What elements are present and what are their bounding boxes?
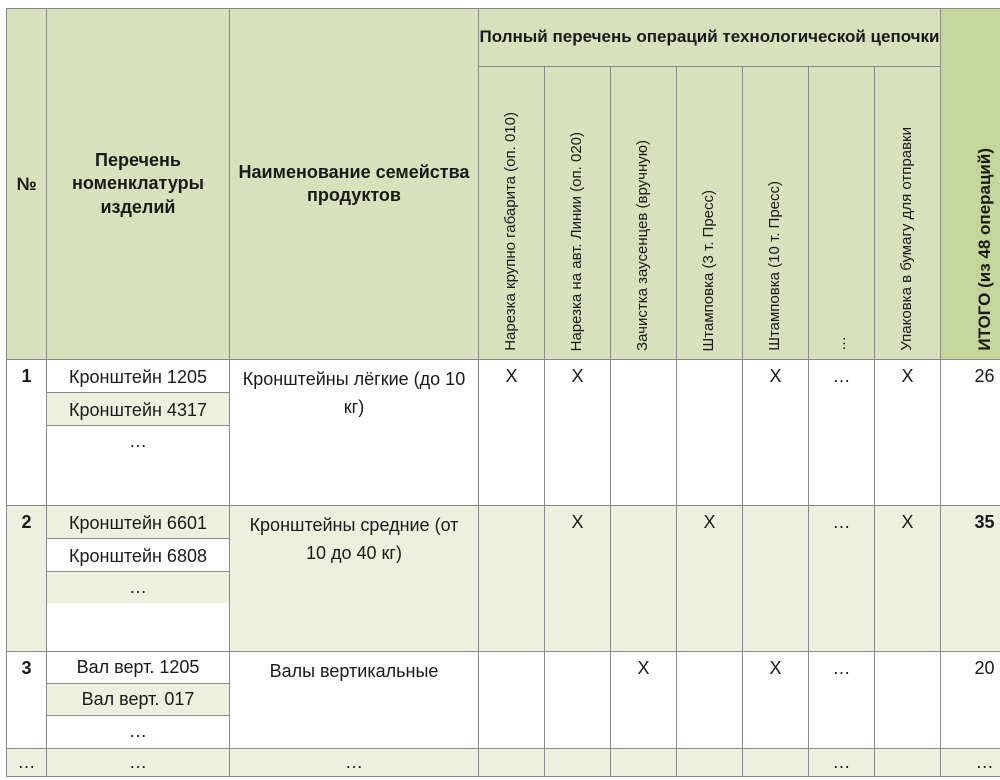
header-family: Наименование семейства продуктов (230, 9, 479, 360)
row-number: 3 (7, 652, 47, 749)
op-mark (611, 506, 677, 652)
row-family: Кронштейны средние (от 10 до 40 кг) (230, 506, 479, 652)
op-mark: X (875, 360, 941, 506)
row-number: … (7, 748, 47, 776)
list-item: Вал верт. 017 (47, 684, 229, 716)
row-total: 35 (941, 506, 1000, 652)
row-items (47, 506, 230, 652)
op-mark (875, 748, 941, 776)
op-mark (743, 506, 809, 652)
row-total: 20 (941, 652, 1000, 749)
op-mark: … (809, 748, 875, 776)
table-row (7, 360, 1000, 506)
header-op-5: Штамповка (10 т. Пресс) (743, 67, 809, 360)
row-family: Кронштейны лёгкие (до 10 кг) (230, 360, 479, 506)
op-mark (611, 748, 677, 776)
row-family: … (230, 748, 479, 776)
op-mark: … (809, 360, 875, 506)
row-number: 1 (7, 360, 47, 506)
op-mark: X (677, 506, 743, 652)
header-op-7: Упаковка в бумагу для отправки (875, 67, 941, 360)
op-mark: X (611, 652, 677, 749)
op-mark: X (743, 360, 809, 506)
op-mark: X (479, 360, 545, 506)
op-mark: … (809, 506, 875, 652)
op-mark (677, 360, 743, 506)
header-op-6: … (809, 67, 875, 360)
header-op-1: Нарезка крупно габарита (оп. 010) (479, 67, 545, 360)
header-num: № (7, 9, 47, 360)
op-mark (677, 748, 743, 776)
table-row (7, 652, 1000, 749)
row-total: … (941, 748, 1000, 776)
header-op-3: Зачистка заусенцев (вручную) (611, 67, 677, 360)
list-item: Кронштейн 1205 (47, 360, 229, 393)
op-mark (743, 748, 809, 776)
op-mark (545, 748, 611, 776)
op-mark: X (743, 652, 809, 749)
header-op-4: Штамповка (3 т. Пресс) (677, 67, 743, 360)
op-mark (611, 360, 677, 506)
op-mark (875, 652, 941, 749)
op-mark (545, 652, 611, 749)
op-mark: … (809, 652, 875, 749)
list-item: Кронштейн 6601 (47, 506, 229, 539)
op-mark (479, 652, 545, 749)
list-item: Кронштейн 6808 (47, 539, 229, 572)
op-mark: X (545, 506, 611, 652)
header-items: Перечень номенклатуры изделий (47, 9, 230, 360)
operations-matrix (6, 8, 994, 777)
op-mark (677, 652, 743, 749)
header-op-2: Нарезка на авт. Линии (оп. 020) (545, 67, 611, 360)
row-total: 26 (941, 360, 1000, 506)
table-row (7, 506, 1000, 652)
list-item: … (47, 572, 229, 603)
list-item: Кронштейн 4317 (47, 393, 229, 426)
list-item: … (47, 748, 230, 776)
list-item: … (47, 426, 229, 457)
header-total: ИТОГО (из 48 операций) (941, 9, 1000, 360)
row-items (47, 652, 230, 749)
list-item: Вал верт. 1205 (47, 652, 229, 684)
row-number: 2 (7, 506, 47, 652)
op-mark (479, 506, 545, 652)
op-mark (479, 748, 545, 776)
op-mark: X (545, 360, 611, 506)
operations-table (6, 8, 1000, 777)
row-items (47, 360, 230, 506)
list-item: … (47, 716, 229, 747)
row-family: Валы вертикальные (230, 652, 479, 749)
op-mark: X (875, 506, 941, 652)
header-operations-group: Полный перечень операций технологической цепочки (479, 9, 941, 67)
table-row (7, 748, 1000, 776)
